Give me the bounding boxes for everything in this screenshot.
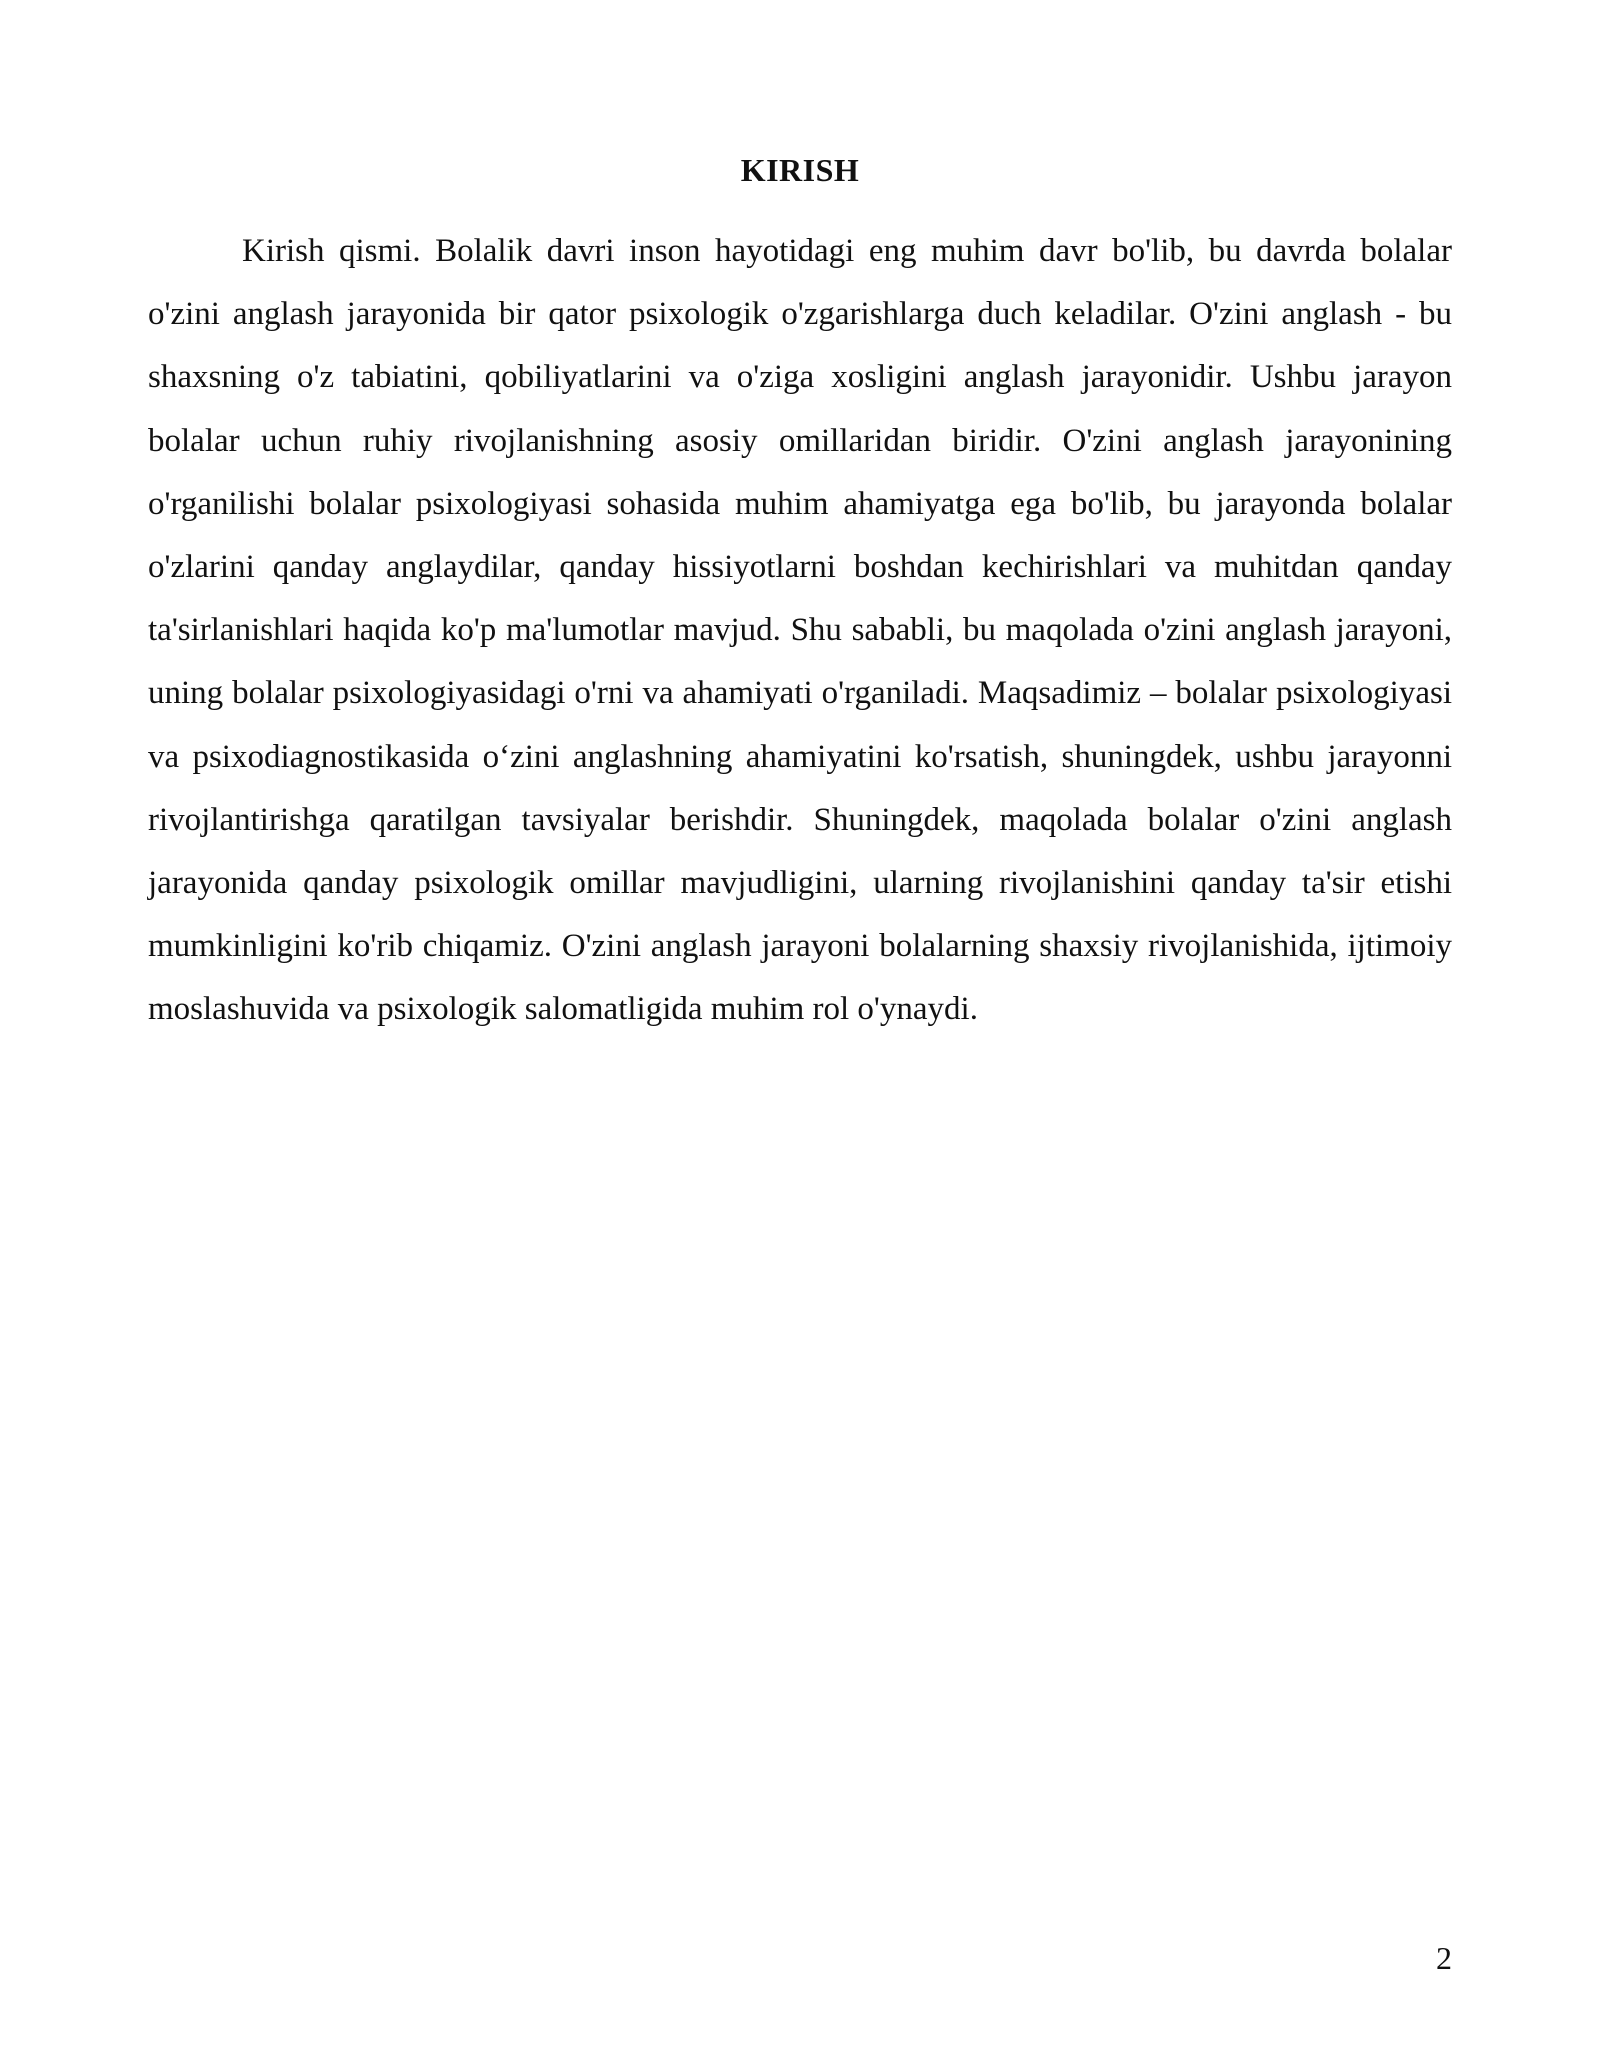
page-number: 2 xyxy=(1436,1940,1452,1976)
section-heading: KIRISH xyxy=(740,152,860,188)
body-paragraph: Kirish qismi. Bolalik davri inson hayotidagi eng muhim davr bo'lib, bu davrda bolalar o'zini anglash jarayonida bir qator psixologik o'zgarishlarga duch keladilar. O'zini anglash - bu shaxsning o'z tabiatini, qobiliyatlarini va o'ziga xosligini anglash jarayonidir. Ushbu jarayon bolalar uchun ruhiy rivojlanishning asosiy omillaridan biridir. O'zini anglash jarayonining o'rganilishi bolalar psixologiyasi sohasida muhim ahamiyatga ega bo'lib, bu jarayonda bolalar o'zlarini qanday anglaydilar, qanday hissiyotlarni boshdan kechirishlari va muhitdan qanday ta'sirlanishlari haqida ko'p ma'lumotlar mavjud. Shu sababli, bu maqolada o'zini anglash jarayoni, uning bolalar psixologiyasidagi o'rni va ahamiyati o'rganiladi. Maqsadimiz – bolalar psixologiyasi va psixodiagnostikasida o‘zini anglashning ahamiyatini ko'rsatish, shuningdek, ushbu jarayonni rivojlantirishga qaratilgan tavsiyalar berishdir. Shuningdek, maqolada bolalar o'zini anglash jarayonida qanday psixologik omillar mavjudligini, ularning rivojlanishini qanday ta'sir etishi mumkinligini ko'rib chiqamiz. O'zini anglash jarayoni bolalarning shaxsiy rivojlanishida, ijtimoiy moslashuvida va psixologik salomatligida muhim rol o'ynaydi. xyxy=(148,233,1452,1028)
